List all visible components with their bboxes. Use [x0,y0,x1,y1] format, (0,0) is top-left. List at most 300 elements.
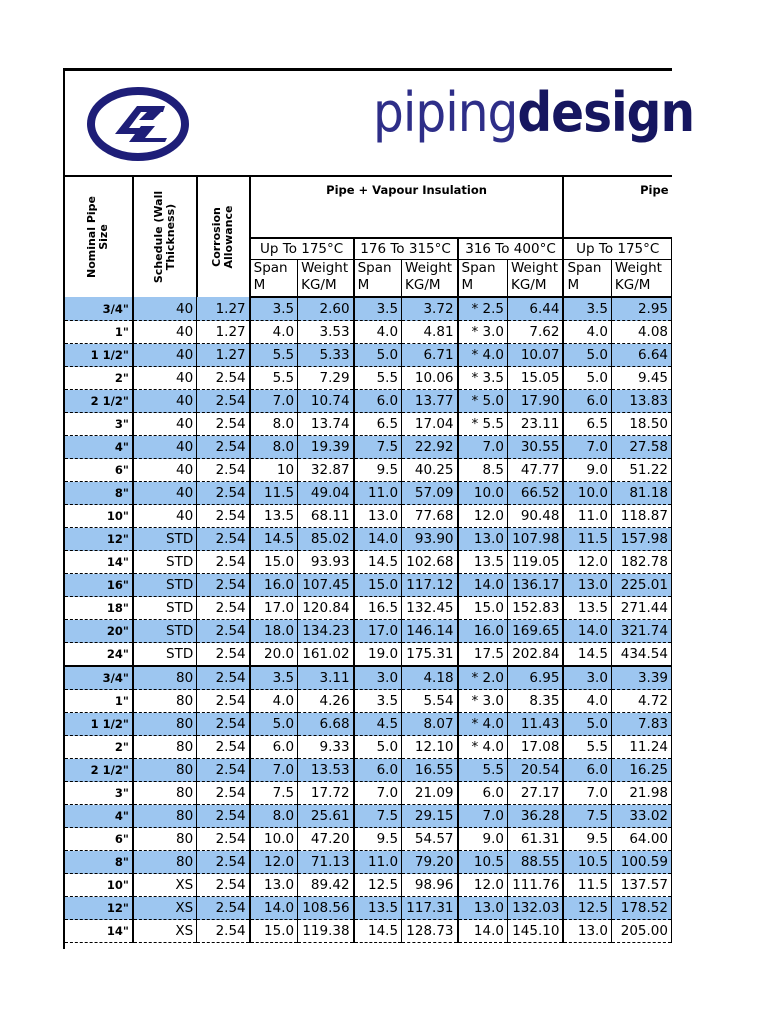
weight-cell: 89.42 [298,874,354,897]
table-row [65,367,672,390]
span-header: Span M [458,260,508,298]
schedule-cell: 40 [133,297,197,321]
weight-cell: 16.55 [402,759,458,782]
weight-cell: 85.02 [298,528,354,551]
pipe-span-table [65,177,672,943]
weight-cell: 32.87 [298,459,354,482]
weight-cell: 17.72 [298,782,354,805]
pipe-size-cell: 1 1/2" [65,713,133,736]
weight-cell: 64.00 [611,828,671,851]
pipe-size-cell: 2" [65,736,133,759]
span-cell: 17.0 [250,597,298,620]
weight-cell: 13.83 [611,390,671,413]
span-cell: 4.0 [354,321,402,344]
pipe-size-cell: 4" [65,436,133,459]
span-cell: 5.5 [250,344,298,367]
group-header-row [65,177,672,238]
table-row [65,321,672,344]
group-vapour-insulation: Pipe + Vapour Insulation [250,177,564,238]
corrosion-cell: 2.54 [197,413,250,436]
span-cell: 5.0 [563,344,611,367]
span-cell: 11.5 [563,874,611,897]
pipe-size-cell: 12" [65,897,133,920]
corrosion-cell: 2.54 [197,851,250,874]
span-cell: 8.0 [250,413,298,436]
span-cell: 13.5 [354,897,402,920]
table-row [65,574,672,597]
corrosion-cell: 2.54 [197,459,250,482]
weight-cell: 21.09 [402,782,458,805]
weight-cell: 19.39 [298,436,354,459]
weight-cell: 27.58 [611,436,671,459]
span-cell: 20.0 [250,643,298,667]
schedule-cell: 40 [133,505,197,528]
weight-cell: 3.39 [611,666,671,690]
span-cell: 13.5 [458,551,508,574]
span-cell: 7.0 [250,759,298,782]
corrosion-cell: 2.54 [197,643,250,667]
weight-cell: 17.04 [402,413,458,436]
schedule-cell: STD [133,597,197,620]
weight-cell: 36.28 [507,805,563,828]
temp-range-3: 316 To 400°C [458,238,564,260]
span-cell: 18.0 [250,620,298,643]
weight-cell: 88.55 [507,851,563,874]
corrosion-cell: 1.27 [197,297,250,321]
weight-cell: 51.22 [611,459,671,482]
weight-cell: 13.53 [298,759,354,782]
weight-cell: 47.20 [298,828,354,851]
weight-cell: 11.24 [611,736,671,759]
weight-cell: 117.31 [402,897,458,920]
span-cell: 14.5 [354,920,402,943]
weight-cell: 30.55 [507,436,563,459]
weight-cell: 137.57 [611,874,671,897]
weight-cell: 22.92 [402,436,458,459]
span-cell: 5.0 [563,367,611,390]
schedule-cell: 40 [133,344,197,367]
schedule-cell: STD [133,574,197,597]
span-cell: 8.0 [250,436,298,459]
corrosion-column-header: Corrosion Allowance [197,177,250,297]
weight-cell: 107.98 [507,528,563,551]
schedule-cell: 40 [133,367,197,390]
table-row [65,690,672,713]
brand-bold-text: design [517,81,695,144]
span-cell: 5.5 [354,367,402,390]
weight-cell: 9.33 [298,736,354,759]
weight-cell: 136.17 [507,574,563,597]
weight-cell: 102.68 [402,551,458,574]
span-cell: 15.0 [354,574,402,597]
corrosion-cell: 2.54 [197,782,250,805]
pipe-size-cell: 16" [65,574,133,597]
corrosion-cell: 1.27 [197,344,250,367]
pipe-size-cell: 3" [65,413,133,436]
table-row [65,666,672,690]
weight-cell: 152.83 [507,597,563,620]
weight-cell: 6.64 [611,344,671,367]
corrosion-cell: 2.54 [197,920,250,943]
weight-cell: 132.03 [507,897,563,920]
brand-light-text: piping [373,81,518,144]
weight-cell: 13.77 [402,390,458,413]
schedule-cell: 40 [133,390,197,413]
span-cell: 5.0 [354,736,402,759]
corrosion-cell: 2.54 [197,482,250,505]
span-cell: * 4.0 [458,736,508,759]
weight-cell: 118.87 [611,505,671,528]
weight-cell: 202.84 [507,643,563,667]
weight-cell: 145.10 [507,920,563,943]
span-cell: 3.5 [354,690,402,713]
weight-header: Weight KG/M [507,260,563,298]
span-cell: 7.0 [250,390,298,413]
schedule-cell: XS [133,897,197,920]
corrosion-cell: 2.54 [197,713,250,736]
span-header: Span M [250,260,298,298]
weight-cell: 111.76 [507,874,563,897]
table-row [65,297,672,321]
span-cell: 12.5 [354,874,402,897]
schedule-cell: STD [133,528,197,551]
weight-cell: 11.43 [507,713,563,736]
weight-cell: 117.12 [402,574,458,597]
pipe-size-cell: 10" [65,874,133,897]
table-row [65,920,672,943]
span-cell: 3.5 [563,297,611,321]
weight-cell: 3.72 [402,297,458,321]
span-cell: 6.0 [354,759,402,782]
weight-cell: 17.90 [507,390,563,413]
span-cell: 6.5 [563,413,611,436]
span-cell: 3.0 [563,666,611,690]
span-cell: 6.0 [458,782,508,805]
weight-cell: 146.14 [402,620,458,643]
corrosion-cell: 2.54 [197,874,250,897]
weight-cell: 93.93 [298,551,354,574]
corrosion-cell: 2.54 [197,828,250,851]
span-cell: 10.5 [458,851,508,874]
schedule-column-header: Schedule (Wall Thickness) [133,177,197,297]
span-cell: 12.0 [458,874,508,897]
weight-cell: 205.00 [611,920,671,943]
span-cell: 15.0 [458,597,508,620]
weight-cell: 7.62 [507,321,563,344]
span-cell: 7.5 [354,805,402,828]
corrosion-cell: 2.54 [197,666,250,690]
weight-cell: 90.48 [507,505,563,528]
pipe-size-cell: 6" [65,459,133,482]
table-row [65,528,672,551]
weight-header: Weight KG/M [298,260,354,298]
weight-cell: 3.11 [298,666,354,690]
span-cell: * 4.0 [458,344,508,367]
table-row [65,713,672,736]
weight-cell: 169.65 [507,620,563,643]
span-cell: 13.0 [563,920,611,943]
schedule-cell: 80 [133,805,197,828]
weight-cell: 18.50 [611,413,671,436]
temp-range-2: 176 To 315°C [354,238,458,260]
weight-cell: 132.45 [402,597,458,620]
span-cell: 7.5 [563,805,611,828]
span-cell: 7.5 [250,782,298,805]
weight-cell: 4.08 [611,321,671,344]
span-cell: * 2.0 [458,666,508,690]
weight-cell: 2.60 [298,297,354,321]
pipe-size-cell: 3" [65,782,133,805]
corrosion-cell: 2.54 [197,367,250,390]
weight-cell: 40.25 [402,459,458,482]
weight-cell: 100.59 [611,851,671,874]
weight-cell: 12.10 [402,736,458,759]
weight-cell: 93.90 [402,528,458,551]
table-row [65,782,672,805]
span-cell: 5.5 [563,736,611,759]
span-cell: 6.0 [354,390,402,413]
span-cell: 3.5 [250,297,298,321]
span-cell: 14.0 [354,528,402,551]
span-cell: 4.0 [563,690,611,713]
weight-cell: 13.74 [298,413,354,436]
weight-cell: 15.05 [507,367,563,390]
span-cell: * 3.0 [458,690,508,713]
weight-cell: 68.11 [298,505,354,528]
table-row [65,597,672,620]
table-row [65,736,672,759]
span-cell: 10.0 [458,482,508,505]
corrosion-cell: 2.54 [197,690,250,713]
weight-cell: 8.35 [507,690,563,713]
pipe-size-cell: 1 1/2" [65,344,133,367]
pipe-size-cell: 20" [65,620,133,643]
corrosion-cell: 2.54 [197,528,250,551]
weight-cell: 182.78 [611,551,671,574]
table-row [65,897,672,920]
size-column-header: Nominal Pipe Size [65,177,133,297]
weight-cell: 225.01 [611,574,671,597]
weight-cell: 49.04 [298,482,354,505]
span-cell: * 3.0 [458,321,508,344]
span-cell: 11.5 [250,482,298,505]
weight-cell: 119.38 [298,920,354,943]
weight-cell: 6.95 [507,666,563,690]
weight-cell: 79.20 [402,851,458,874]
table-row [65,390,672,413]
span-header: Span M [563,260,611,298]
span-cell: 3.0 [354,666,402,690]
weight-cell: 120.84 [298,597,354,620]
weight-cell: 119.05 [507,551,563,574]
table-row [65,805,672,828]
table-row [65,505,672,528]
span-cell: 12.5 [563,897,611,920]
weight-cell: 27.17 [507,782,563,805]
weight-cell: 6.68 [298,713,354,736]
pipe-size-cell: 8" [65,482,133,505]
span-cell: 5.0 [354,344,402,367]
corrosion-cell: 1.27 [197,321,250,344]
span-cell: * 2.5 [458,297,508,321]
pipe-size-cell: 8" [65,851,133,874]
span-cell: 16.0 [250,574,298,597]
weight-cell: 134.23 [298,620,354,643]
weight-cell: 175.31 [402,643,458,667]
span-cell: 14.0 [250,897,298,920]
schedule-cell: 40 [133,459,197,482]
corrosion-cell: 2.54 [197,597,250,620]
span-cell: 10.0 [563,482,611,505]
weight-cell: 108.56 [298,897,354,920]
weight-cell: 7.29 [298,367,354,390]
pipe-size-cell: 12" [65,528,133,551]
pipe-size-cell: 2" [65,367,133,390]
weight-cell: 9.45 [611,367,671,390]
schedule-cell: 80 [133,736,197,759]
span-cell: 5.5 [458,759,508,782]
weight-header: Weight KG/M [402,260,458,298]
span-cell: 9.5 [354,459,402,482]
weight-cell: 7.83 [611,713,671,736]
span-cell: 6.0 [250,736,298,759]
spreadsheet-page [63,68,695,949]
group-pipe: Pipe [563,177,671,238]
span-cell: 19.0 [354,643,402,667]
pipe-size-cell: 1" [65,321,133,344]
weight-cell: 157.98 [611,528,671,551]
weight-cell: 61.31 [507,828,563,851]
table-row [65,413,672,436]
span-cell: * 4.0 [458,713,508,736]
table-row [65,643,672,667]
weight-cell: 10.07 [507,344,563,367]
pipe-size-cell: 3/4" [65,297,133,321]
span-cell: 14.0 [458,574,508,597]
table-row [65,344,672,367]
corrosion-cell: 2.54 [197,436,250,459]
temp-range-4: Up To 175°C [563,238,671,260]
table-row [65,851,672,874]
pipe-size-cell: 1" [65,690,133,713]
span-cell: 7.0 [354,782,402,805]
pipe-size-cell: 24" [65,643,133,667]
span-cell: 9.0 [458,828,508,851]
schedule-cell: 40 [133,482,197,505]
weight-cell: 161.02 [298,643,354,667]
schedule-cell: 80 [133,666,197,690]
schedule-cell: STD [133,620,197,643]
weight-cell: 57.09 [402,482,458,505]
weight-cell: 128.73 [402,920,458,943]
span-cell: 12.0 [458,505,508,528]
table-row [65,482,672,505]
pipe-size-cell: 18" [65,597,133,620]
span-cell: 10.0 [250,828,298,851]
schedule-cell: 80 [133,759,197,782]
weight-cell: 4.18 [402,666,458,690]
span-cell: 11.0 [354,851,402,874]
span-cell: 13.0 [250,874,298,897]
span-cell: 14.5 [250,528,298,551]
span-cell: * 5.5 [458,413,508,436]
span-cell: 13.0 [458,528,508,551]
span-cell: 7.0 [458,805,508,828]
span-cell: 15.0 [250,920,298,943]
weight-cell: 25.61 [298,805,354,828]
weight-cell: 17.08 [507,736,563,759]
company-logo-icon [85,86,195,162]
weight-header: Weight KG/M [611,260,671,298]
pipe-size-cell: 4" [65,805,133,828]
span-cell: 12.0 [563,551,611,574]
weight-cell: 6.44 [507,297,563,321]
weight-cell: 3.53 [298,321,354,344]
weight-cell: 4.72 [611,690,671,713]
corrosion-cell: 2.54 [197,551,250,574]
span-header: Span M [354,260,402,298]
schedule-cell: STD [133,551,197,574]
schedule-cell: 80 [133,713,197,736]
span-cell: 12.0 [250,851,298,874]
span-cell: 5.0 [563,713,611,736]
span-cell: 17.5 [458,643,508,667]
corrosion-cell: 2.54 [197,759,250,782]
pipe-size-cell: 14" [65,920,133,943]
span-cell: 16.0 [458,620,508,643]
weight-cell: 47.77 [507,459,563,482]
weight-cell: 107.45 [298,574,354,597]
span-cell: 17.0 [354,620,402,643]
weight-cell: 5.54 [402,690,458,713]
span-cell: 3.5 [250,666,298,690]
table-row [65,459,672,482]
weight-cell: 23.11 [507,413,563,436]
weight-cell: 77.68 [402,505,458,528]
schedule-cell: 40 [133,321,197,344]
corrosion-cell: 2.54 [197,736,250,759]
corrosion-cell: 2.54 [197,620,250,643]
weight-cell: 271.44 [611,597,671,620]
span-cell: 11.0 [354,482,402,505]
weight-cell: 434.54 [611,643,671,667]
weight-cell: 81.18 [611,482,671,505]
table-row [65,874,672,897]
weight-cell: 10.74 [298,390,354,413]
span-cell: 13.0 [458,897,508,920]
weight-cell: 33.02 [611,805,671,828]
weight-cell: 8.07 [402,713,458,736]
corrosion-cell: 2.54 [197,897,250,920]
span-cell: 11.5 [563,528,611,551]
table-row [65,828,672,851]
span-cell: 10.5 [563,851,611,874]
span-cell: 4.5 [354,713,402,736]
weight-cell: 98.96 [402,874,458,897]
span-cell: * 5.0 [458,390,508,413]
span-cell: 13.0 [563,574,611,597]
pipe-size-cell: 6" [65,828,133,851]
span-cell: 6.0 [563,759,611,782]
schedule-cell: 80 [133,828,197,851]
span-cell: 4.0 [250,690,298,713]
span-cell: 5.5 [250,367,298,390]
weight-cell: 321.74 [611,620,671,643]
weight-cell: 2.95 [611,297,671,321]
schedule-cell: 80 [133,690,197,713]
pipe-size-cell: 2 1/2" [65,390,133,413]
corrosion-cell: 2.54 [197,574,250,597]
